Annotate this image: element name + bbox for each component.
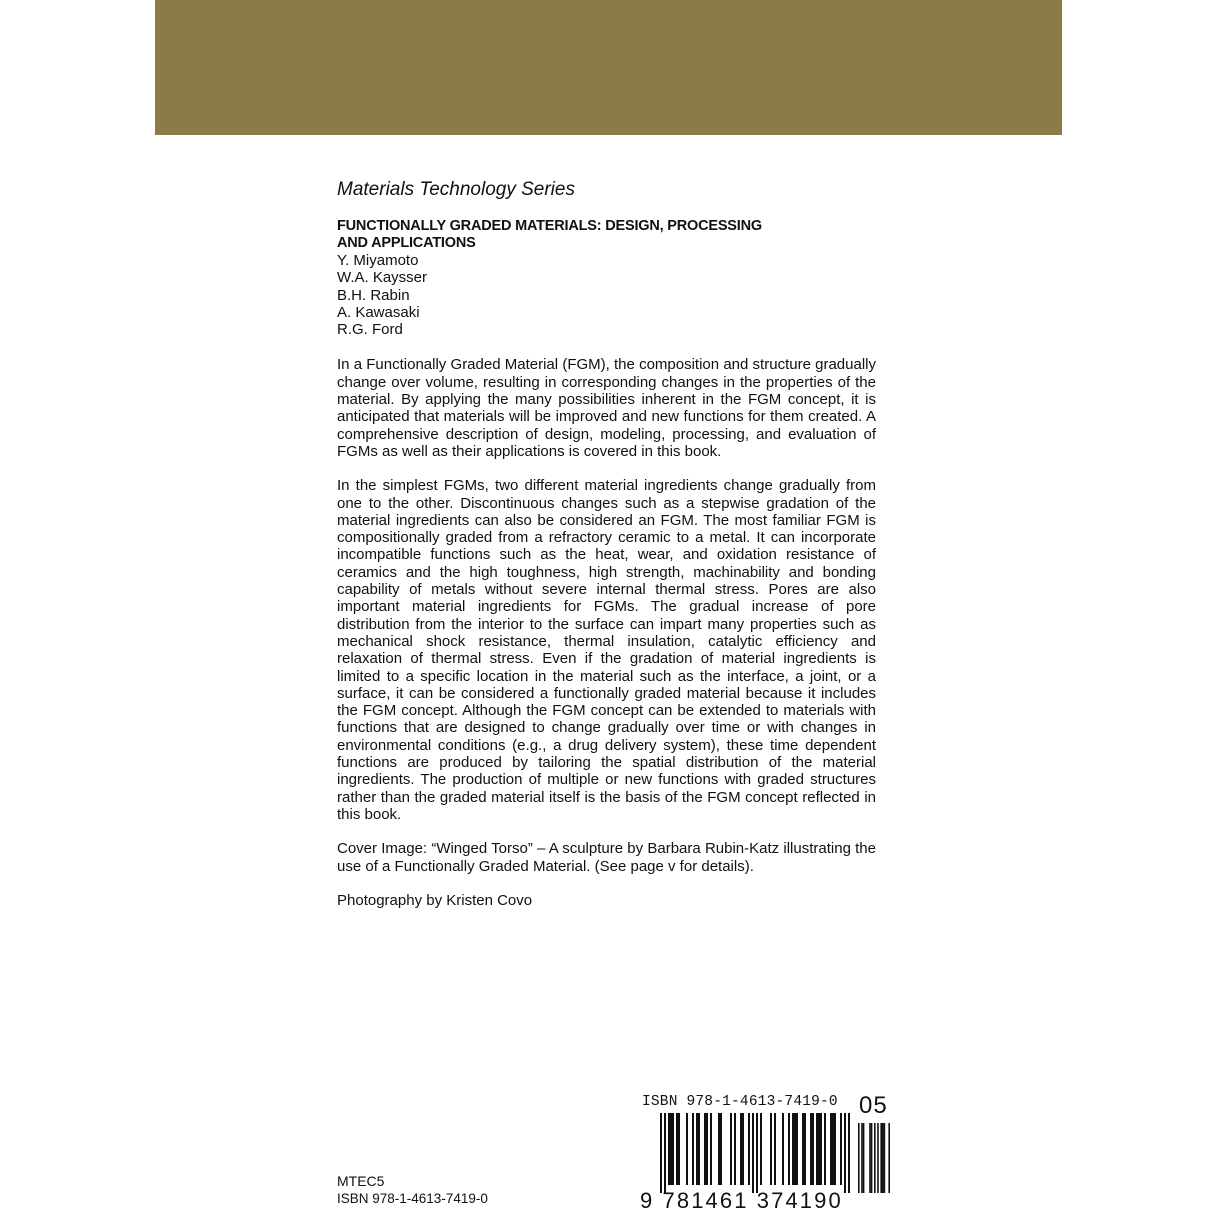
barcode-bar [706,1113,708,1185]
barcode-bar [844,1113,846,1193]
barcode-bar [810,1113,812,1185]
barcode-bars [640,1113,900,1193]
barcode-bar [718,1113,720,1185]
barcode-bar [696,1113,698,1185]
barcode-bar [830,1113,832,1185]
isbn-barcode [640,1093,900,1217]
barcode-bar [752,1113,754,1193]
barcode-addon-bar [858,1123,860,1193]
barcode-bar [832,1113,834,1185]
description-paragraph-2: In the simplest FGMs, two different material ingredients change gradually from one to the other. Discontinuous changes such as a stepwise gradation of the material ingredients can also be considered an FGM. The most familiar FGM is compositionally graded from a refractory ceramic to a metal. It can incorporate incompatible functions such as the heat, wear, and oxidation resistance of ceramics and the high toughness, high strength, machinability and bonding capability of metals without severe internal thermal stress. Pores are also important material ingredients for FGMs. The gradual increase of pore distribution from the interior to the surface can impart many properties such as mechanical shock resistance, thermal insulation, catalytic efficiency and relaxation of thermal stress. Even if the gradation of material ingredients is limited to a specific location in the material such as the interface, a joint, or a surface, it can be considered a functionally graded material because it includes the FGM concept. Although the FGM concept can be extended to materials with functions that are designed to change gradually over time or with changes in environmental conditions (e.g., a drug delivery system), these time dependent functions are produced by tailoring the spatial distribution of the material ingredients. The production of multiple or new functions with graded structures rather than the graded material itself is the basis of the FGM concept reflected in this book. [337,477,876,823]
barcode-bar [664,1113,666,1193]
barcode-bar [804,1113,806,1185]
series-title: Materials Technology Series [337,179,575,200]
barcode-bar [782,1113,784,1185]
author-list [337,252,876,338]
barcode-bar [824,1113,826,1185]
barcode-bar [756,1113,758,1193]
barcode-isbn-text: ISBN 978-1-4613-7419-0 [642,1094,838,1110]
cover-image-credit: Cover Image: “Winged Torso” – A sculpture by Barbara Rubin-Katz illustrating the use of a Functionally Graded Material. (See page v for details). [337,840,876,875]
product-code: MTEC5 [337,1173,385,1189]
book-title-line-1: FUNCTIONALLY GRADED MATERIALS: DESIGN, PROCESSING [337,218,762,234]
barcode-addon-bar [882,1123,884,1193]
barcode-addon-bar [863,1123,865,1193]
barcode-bar [692,1113,694,1185]
barcode-addon-bar [874,1123,876,1193]
barcode-bar [720,1113,722,1185]
barcode-bar [812,1113,814,1185]
barcode-addon-bar [869,1123,871,1193]
barcode-bar [668,1113,670,1185]
author: W.A. Kaysser [337,269,428,287]
barcode-addon-digits: 05 [859,1092,888,1119]
barcode-bar [670,1113,672,1185]
barcode-addon-bar [888,1123,890,1193]
barcode-bar [818,1113,820,1185]
barcode-bar [742,1113,744,1185]
author: Y. Miyamoto [337,252,419,269]
photography-credit: Photography by Kristen Covo [337,891,533,909]
barcode-bar [802,1113,804,1185]
barcode-addon-bar [884,1123,886,1193]
barcode-addon-bar [871,1123,873,1193]
barcode-bar [686,1113,688,1185]
barcode-bar [734,1113,736,1185]
author: B.H. Rabin [337,286,410,304]
barcode-bar [834,1113,836,1185]
barcode-bar [748,1113,750,1185]
barcode-bar [848,1113,850,1193]
barcode-bar [698,1113,700,1185]
barcode-addon-bar [877,1123,879,1193]
product-codes [337,1173,488,1207]
barcode-bar [794,1113,796,1185]
barcode-bar [704,1113,706,1185]
barcode-addon-bar [880,1123,882,1193]
barcode-bar [740,1113,742,1185]
author: R.G. Ford [337,321,403,339]
barcode-bar [710,1113,712,1185]
barcode-addon-bar [861,1123,863,1193]
barcode-bar [816,1113,818,1185]
barcode-bar [820,1113,822,1185]
barcode-bar [678,1113,680,1185]
back-cover-text [337,178,876,909]
barcode-bar [676,1113,678,1185]
author: A. Kawasaki [337,303,420,321]
barcode-ean-digits: 9 781461 374190 [640,1188,843,1213]
barcode-bar [660,1113,662,1193]
description-paragraph-1: In a Functionally Graded Material (FGM), the composition and structure gradually change over volume, resulting in corresponding changes in the properties of the material. By applying the many possibilities inherent in the FGM concept, it is anticipated that materials will be improved and new functions for them created. A comprehensive description of design, modeling, processing, and evaluation of FGMs as well as their applications is covered in this book. [337,356,876,460]
book-title-line-2: AND APPLICATIONS [337,235,476,251]
barcode-bar [788,1113,790,1185]
barcode-bar [840,1113,842,1185]
barcode-bar [730,1113,732,1185]
barcode-bar [774,1113,776,1185]
barcode-bar [796,1113,798,1185]
barcode-bar [672,1113,674,1185]
isbn-line: ISBN 978-1-4613-7419-0 [337,1191,488,1206]
cover-color-band [155,0,1062,135]
barcode-bar [770,1113,772,1185]
barcode-bar [792,1113,794,1185]
barcode-bar [760,1113,762,1185]
